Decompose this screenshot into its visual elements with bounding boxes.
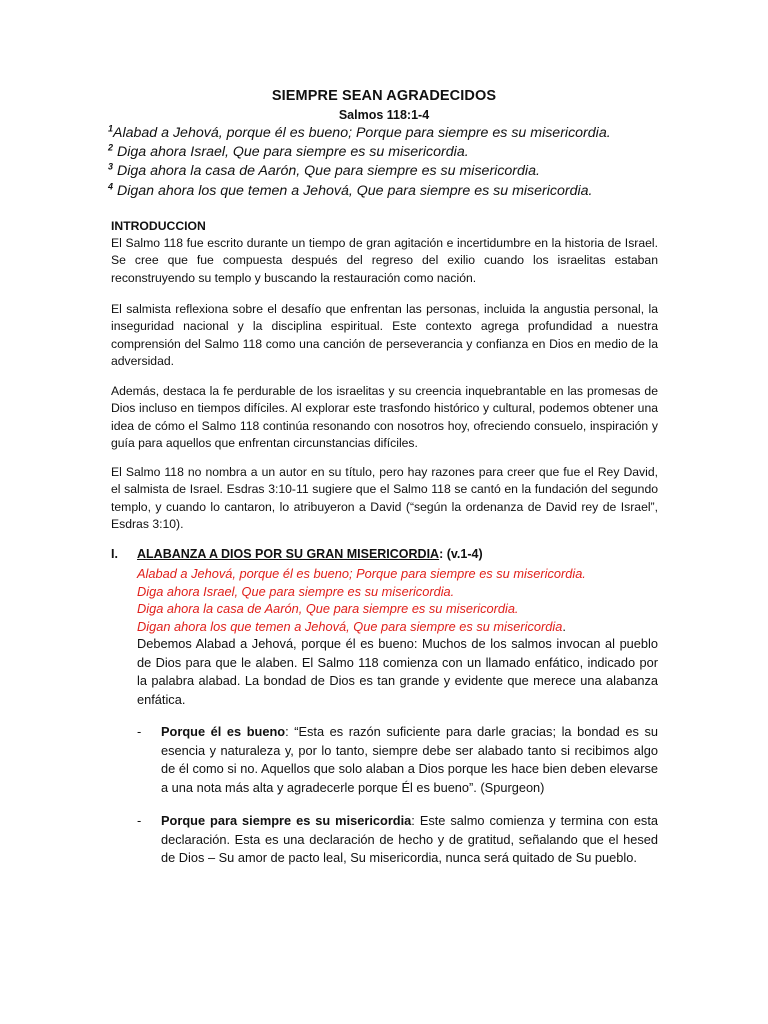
verse-text: Digan ahora los que temen a Jehová, Que para siempre es su misericordia. <box>113 182 593 199</box>
verse-number: 2 <box>108 142 114 153</box>
bullet-dash: - <box>137 724 142 739</box>
verse-text: Diga ahora la casa de Aarón, Que para siempre es su misericordia. <box>113 163 540 180</box>
verse-number: 3 <box>108 161 114 172</box>
red-verse-line <box>137 618 677 636</box>
bullet-dash: - <box>137 813 142 828</box>
section-heading <box>137 547 483 561</box>
verse-line <box>108 182 668 201</box>
section-verses <box>137 565 677 635</box>
intro-paragraph-3: Además, destaca la fe perdurable de los israelitas y su creencia inquebrantable en las promesas de Dios incluso en tiempos difíciles. Al explorar este trasfondo histórico y cultural, podemos obtener una idea de cómo el Salmo 118 continúa resonando con nosotros hoy, ofreciendo consuelo, inspiración y guía para aquellos que enfrentan circunstancias difíciles. <box>111 384 658 451</box>
section-reference: : (v.1-4) <box>439 547 483 561</box>
verse-line <box>108 124 668 143</box>
red-verse-line: Diga ahora Israel, Que para siempre es su misericordia. <box>137 583 455 599</box>
bullet-item <box>137 723 658 797</box>
verse-text: Alabad a Jehová, porque él es bueno; Porque para siempre es su misericordia. <box>113 125 611 141</box>
intro-paragraph-1: El Salmo 118 fue escrito durante un tiempo de gran agitación e incertidumbre en la historia de Israel. Se cree que fue compuesta después del regreso del exilio cuando los israelitas estaban reconstruyendo su templo y buscando la restauración como nación. <box>111 236 658 285</box>
verse-line <box>108 143 668 162</box>
bullet-item <box>137 812 658 868</box>
bullet-text <box>161 723 658 797</box>
verse-line <box>108 162 668 181</box>
verse-number: 4 <box>108 180 114 191</box>
bullet-label: Porque para siempre es su misericordia <box>161 813 412 828</box>
red-verse-text: Digan ahora los que temen a Jehová, Que para siempre es su misericordia <box>137 618 563 634</box>
scripture-reference: Salmos 118:1-4 <box>338 108 430 122</box>
bullet-text <box>161 812 658 868</box>
section-heading-text: ALABANZA A DIOS POR SU GRAN MISERICORDIA <box>137 547 440 561</box>
intro-paragraph-2: El salmista reflexiona sobre el desafío que enfrentan las personas, incluida la angustia personal, la inseguridad nacional y la disciplina espiritual. Este contexto agrega profundidad a nuestra comprensión del Salmo 118 como una canción de perseverancia y confianza en Dios en medio de la adversidad. <box>111 302 658 369</box>
bullet-content: : Este salmo comienza y termina con esta declaración. Esta es una declaración de hecho y de gratitud, señalando que el hesed de Dios – Su amor de pacto leal, Su misericordia, nunca será quitado de Su pueblo. <box>161 813 659 866</box>
red-verse-end: . <box>562 618 566 634</box>
bullet-label: Porque él es bueno <box>161 724 286 739</box>
red-verse-line: Diga ahora la casa de Aarón, Que para siempre es su misericordia. <box>137 601 519 617</box>
intro-heading: INTRODUCCION <box>111 219 206 233</box>
page-title: SIEMPRE SEAN AGRADECIDOS <box>271 88 497 104</box>
verse-number: 1 <box>108 123 114 134</box>
red-verse-line: Alabad a Jehová, porque él es bueno; Porque para siempre es su misericordia. <box>137 566 586 581</box>
opening-verses <box>108 124 668 201</box>
bullet-content: : “Esta es razón suficiente para darle gracias; la bondad es su esencia y naturaleza y, por lo tanto, siempre debe ser alabado tanto si recibimos algo de él como si no. Aquellos que solo alaban a Dios porque les hace bien deben elevarse a una nota más alta y agradecerle porque Él es bueno”. (Spurgeon) <box>161 724 658 795</box>
section-number: I. <box>111 547 118 561</box>
section-body: Debemos Alabad a Jehová, porque él es bueno: Muchos de los salmos invocan al pueblo de Dios para que le alaben. El Salmo 118 comienza con un llamado enfático, indicado por la palabra alabad. La bondad de Dios es tan grande y evidente que merece una alabanza enfática. <box>137 636 658 707</box>
intro-paragraph-4: El Salmo 118 no nombra a un autor en su título, pero hay razones para creer que fue el Rey David, el salmista de Israel. Esdras 3:10-11 sugiere que el Salmo 118 se cantó en la fundación del segundo templo, y cuando lo cantaron, lo atribuyeron a David (“según la ordenanza de David rey de Israel”, Esdras 3:10). <box>111 465 658 532</box>
verse-text: Diga ahora Israel, Que para siempre es su misericordia. <box>113 144 469 161</box>
